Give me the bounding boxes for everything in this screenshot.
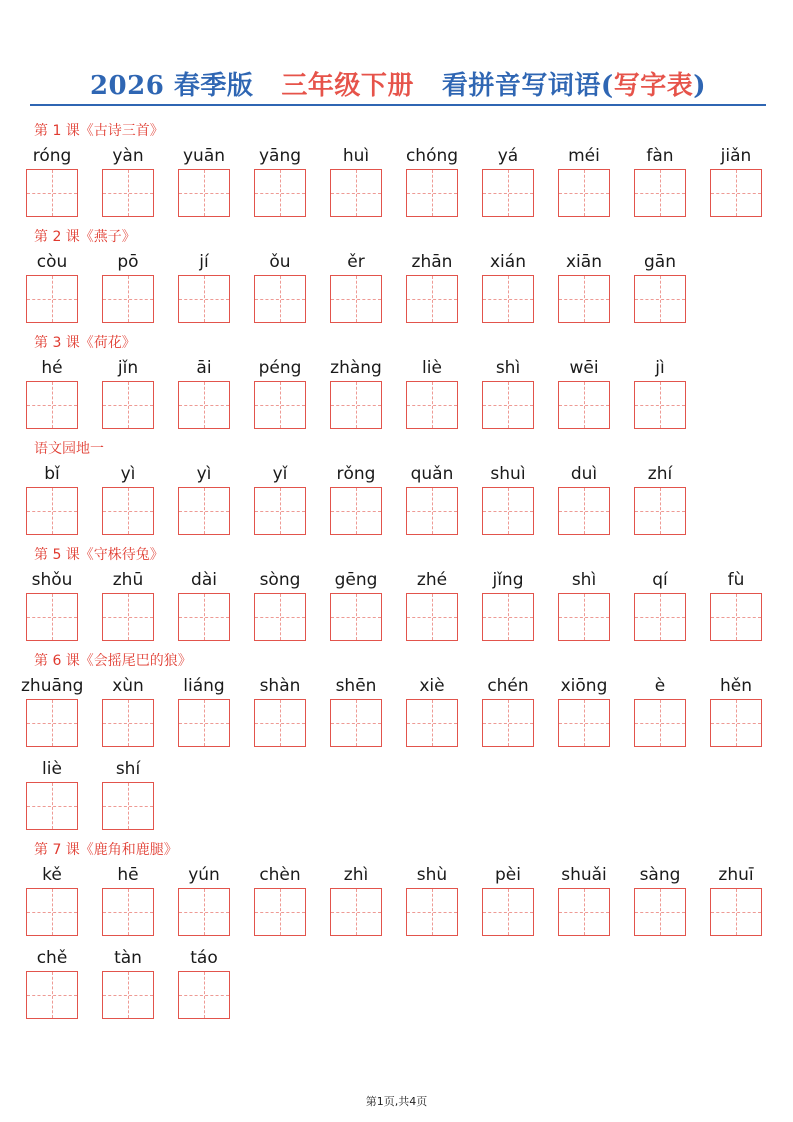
writing-grid-box[interactable] — [178, 971, 230, 1019]
pinyin-label: pō — [117, 252, 139, 272]
pinyin-row — [26, 461, 774, 535]
pinyin-label: dài — [191, 570, 217, 590]
pinyin-row — [26, 862, 774, 1019]
pinyin-cell — [254, 862, 306, 936]
writing-grid-box[interactable] — [710, 888, 762, 936]
pinyin-label: yāng — [258, 146, 302, 166]
pinyin-label: ǒu — [269, 252, 291, 272]
writing-grid-box[interactable] — [102, 381, 154, 429]
pinyin-label: shuì — [490, 464, 526, 484]
pinyin-cell — [102, 461, 154, 535]
pinyin-cell — [330, 249, 382, 323]
writing-grid-box[interactable] — [26, 782, 78, 830]
pinyin-cell — [406, 461, 458, 535]
pinyin-row — [26, 143, 774, 217]
pinyin-label: jǐn — [117, 358, 139, 378]
pinyin-cell — [482, 461, 534, 535]
pinyin-cell — [26, 143, 78, 217]
pinyin-label: hé — [41, 358, 63, 378]
pinyin-label: xiōng — [560, 676, 608, 696]
title-grade: 三年级下册 — [281, 71, 414, 101]
pinyin-label: ěr — [347, 252, 365, 272]
pinyin-cell — [254, 567, 306, 641]
pinyin-label: liáng — [183, 676, 225, 696]
writing-grid-box[interactable] — [330, 381, 382, 429]
worksheet-body — [21, 121, 774, 1029]
pinyin-cell — [26, 249, 78, 323]
pinyin-label: shì — [571, 570, 597, 590]
pinyin-cell — [330, 143, 382, 217]
pinyin-row — [26, 249, 774, 323]
writing-grid-box[interactable] — [634, 699, 686, 747]
writing-grid-box[interactable] — [102, 699, 154, 747]
pinyin-label: rǒng — [336, 464, 376, 484]
writing-grid-box[interactable] — [26, 169, 78, 217]
pinyin-cell — [26, 945, 78, 1019]
pinyin-cell — [178, 567, 230, 641]
writing-grid-box[interactable] — [254, 275, 306, 323]
pinyin-cell — [102, 756, 154, 830]
pinyin-row — [26, 355, 774, 429]
writing-grid-box[interactable] — [330, 275, 382, 323]
writing-grid-box[interactable] — [710, 699, 762, 747]
pinyin-cell — [26, 756, 78, 830]
writing-grid-box[interactable] — [482, 487, 534, 535]
lesson-title: 第 1 课《古诗三首》 — [34, 123, 164, 139]
writing-grid-box[interactable] — [178, 275, 230, 323]
pinyin-cell — [178, 945, 230, 1019]
pinyin-cell — [406, 143, 458, 217]
pinyin-cell — [178, 862, 230, 936]
writing-grid-box[interactable] — [558, 888, 610, 936]
writing-grid-box[interactable] — [482, 381, 534, 429]
pinyin-cell — [102, 249, 154, 323]
writing-grid-box[interactable] — [482, 699, 534, 747]
pinyin-cell — [482, 862, 534, 936]
pinyin-label: zhé — [416, 570, 448, 590]
pinyin-label: zhān — [411, 252, 453, 272]
lesson-title: 第 7 课《鹿角和鹿腿》 — [34, 842, 178, 858]
pinyin-cell — [178, 249, 230, 323]
pinyin-cell — [558, 673, 610, 747]
pinyin-cell — [178, 673, 230, 747]
writing-grid-box[interactable] — [26, 888, 78, 936]
pinyin-cell — [558, 461, 610, 535]
pinyin-label: shì — [495, 358, 521, 378]
pinyin-label: zhū — [112, 570, 144, 590]
writing-grid-box[interactable] — [634, 487, 686, 535]
writing-grid-box[interactable] — [102, 169, 154, 217]
title-edition: 2026 春季版 — [89, 71, 254, 101]
pinyin-cell — [558, 143, 610, 217]
lesson-title: 第 3 课《荷花》 — [34, 335, 136, 351]
writing-grid-box[interactable] — [406, 888, 458, 936]
pinyin-label: āi — [196, 358, 212, 378]
pinyin-label: péng — [258, 358, 302, 378]
pinyin-label: táo — [190, 948, 218, 968]
pinyin-cell — [102, 673, 154, 747]
pinyin-cell — [102, 567, 154, 641]
pinyin-label: zhuāng — [21, 676, 84, 696]
pinyin-label: fàn — [646, 146, 674, 166]
writing-grid-box[interactable] — [254, 487, 306, 535]
writing-grid-box[interactable] — [634, 381, 686, 429]
pinyin-label: xùn — [112, 676, 144, 696]
writing-grid-box[interactable] — [26, 971, 78, 1019]
lesson-title: 第 5 课《守株待兔》 — [34, 547, 164, 563]
writing-grid-box[interactable] — [330, 593, 382, 641]
pinyin-cell — [102, 355, 154, 429]
pinyin-cell — [482, 249, 534, 323]
pinyin-label: shuǎi — [561, 865, 607, 885]
pinyin-label: liè — [422, 358, 442, 378]
pinyin-cell — [634, 461, 686, 535]
pinyin-cell — [634, 673, 686, 747]
pinyin-cell — [26, 355, 78, 429]
lesson-title: 第 6 课《会摇尾巴的狼》 — [34, 653, 192, 669]
pinyin-label: yì — [196, 464, 212, 484]
pinyin-cell — [482, 673, 534, 747]
lesson-title: 第 2 课《燕子》 — [34, 229, 136, 245]
pinyin-cell — [26, 461, 78, 535]
pinyin-cell — [26, 862, 78, 936]
pinyin-label: gēng — [334, 570, 378, 590]
pinyin-label: tàn — [114, 948, 142, 968]
writing-grid-box[interactable] — [406, 381, 458, 429]
pinyin-cell — [406, 862, 458, 936]
writing-grid-box[interactable] — [26, 593, 78, 641]
pinyin-label: zhàng — [330, 358, 382, 378]
pinyin-cell — [406, 355, 458, 429]
pinyin-cell — [634, 249, 686, 323]
pinyin-label: chén — [487, 676, 529, 696]
pinyin-label: róng — [32, 146, 72, 166]
pinyin-label: qí — [652, 570, 668, 590]
writing-grid-box[interactable] — [558, 275, 610, 323]
pinyin-cell — [178, 461, 230, 535]
pinyin-label: zhí — [647, 464, 673, 484]
writing-grid-box[interactable] — [710, 593, 762, 641]
pinyin-cell — [710, 673, 762, 747]
pinyin-label: jǐng — [492, 570, 524, 590]
writing-grid-box[interactable] — [26, 699, 78, 747]
writing-grid-box[interactable] — [482, 169, 534, 217]
pinyin-label: yá — [497, 146, 519, 166]
writing-grid-box[interactable] — [634, 169, 686, 217]
pinyin-label: quǎn — [410, 464, 454, 484]
pinyin-label: è — [654, 676, 666, 696]
pinyin-cell — [330, 862, 382, 936]
writing-grid-box[interactable] — [178, 169, 230, 217]
page-title — [90, 65, 706, 104]
writing-grid-box[interactable] — [406, 487, 458, 535]
pinyin-cell — [102, 143, 154, 217]
pinyin-cell — [558, 862, 610, 936]
pinyin-label: huì — [342, 146, 370, 166]
pinyin-cell — [710, 862, 762, 936]
pinyin-cell — [558, 249, 610, 323]
writing-grid-box[interactable] — [254, 169, 306, 217]
pinyin-label: xiān — [566, 252, 602, 272]
writing-grid-box[interactable] — [330, 699, 382, 747]
writing-grid-box[interactable] — [558, 169, 610, 217]
pinyin-label: gān — [644, 252, 676, 272]
pinyin-cell — [634, 567, 686, 641]
writing-grid-box[interactable] — [482, 888, 534, 936]
pinyin-cell — [330, 461, 382, 535]
pinyin-label: yì — [120, 464, 136, 484]
pinyin-cell — [102, 862, 154, 936]
writing-grid-box[interactable] — [178, 487, 230, 535]
pinyin-cell — [178, 355, 230, 429]
pinyin-cell — [178, 143, 230, 217]
pinyin-label: shēn — [335, 676, 377, 696]
title-task: 看拼音写词语( — [441, 71, 614, 101]
writing-grid-box[interactable] — [482, 275, 534, 323]
pinyin-cell — [482, 355, 534, 429]
pinyin-label: hěn — [719, 676, 752, 696]
pinyin-label: duì — [570, 464, 598, 484]
writing-grid-box[interactable] — [26, 275, 78, 323]
writing-grid-box[interactable] — [558, 593, 610, 641]
writing-grid-box[interactable] — [634, 593, 686, 641]
page-header — [30, 62, 766, 106]
pinyin-cell — [406, 567, 458, 641]
pinyin-label: hē — [117, 865, 139, 885]
writing-grid-box[interactable] — [178, 888, 230, 936]
pinyin-label: chóng — [405, 146, 459, 166]
pinyin-cell — [482, 143, 534, 217]
writing-grid-box[interactable] — [406, 275, 458, 323]
lesson-title: 语文园地一 — [34, 441, 104, 457]
writing-grid-box[interactable] — [102, 593, 154, 641]
pinyin-row — [21, 673, 774, 830]
pinyin-cell — [254, 143, 306, 217]
writing-grid-box[interactable] — [254, 381, 306, 429]
writing-grid-box[interactable] — [406, 169, 458, 217]
pinyin-label: jí — [199, 252, 209, 272]
writing-grid-box[interactable] — [558, 487, 610, 535]
writing-grid-box[interactable] — [26, 381, 78, 429]
pinyin-cell — [254, 249, 306, 323]
pinyin-label: liè — [42, 759, 62, 779]
pinyin-cell — [406, 673, 458, 747]
pinyin-label: chě — [36, 948, 68, 968]
writing-grid-box[interactable] — [178, 593, 230, 641]
pinyin-cell — [254, 673, 306, 747]
writing-grid-box[interactable] — [254, 593, 306, 641]
pinyin-cell — [710, 143, 762, 217]
pinyin-label: méi — [568, 146, 600, 166]
writing-grid-box[interactable] — [102, 782, 154, 830]
writing-grid-box[interactable] — [102, 487, 154, 535]
writing-grid-box[interactable] — [26, 487, 78, 535]
pinyin-label: bǐ — [44, 464, 60, 484]
pinyin-label: shù — [416, 865, 448, 885]
pinyin-cell — [102, 945, 154, 1019]
writing-grid-box[interactable] — [634, 888, 686, 936]
pinyin-cell — [634, 862, 686, 936]
pinyin-label: shàn — [259, 676, 301, 696]
pinyin-cell — [558, 567, 610, 641]
writing-grid-box[interactable] — [558, 699, 610, 747]
title-close-paren: ) — [693, 71, 707, 101]
pinyin-cell — [26, 567, 78, 641]
writing-grid-box[interactable] — [102, 275, 154, 323]
writing-grid-box[interactable] — [102, 971, 154, 1019]
pinyin-label: yuān — [182, 146, 226, 166]
pinyin-cell — [406, 249, 458, 323]
pinyin-label: jiǎn — [720, 146, 752, 166]
writing-grid-box[interactable] — [178, 381, 230, 429]
pinyin-cell — [330, 673, 382, 747]
pinyin-label: fù — [727, 570, 745, 590]
pinyin-cell — [254, 461, 306, 535]
pinyin-label: jì — [655, 358, 665, 378]
writing-grid-box[interactable] — [634, 275, 686, 323]
writing-grid-box[interactable] — [330, 888, 382, 936]
pinyin-label: chèn — [259, 865, 301, 885]
writing-grid-box[interactable] — [406, 699, 458, 747]
pinyin-cell — [21, 673, 84, 747]
writing-grid-box[interactable] — [254, 699, 306, 747]
pinyin-label: zhuī — [718, 865, 754, 885]
pinyin-label: xiè — [419, 676, 445, 696]
writing-grid-box[interactable] — [254, 888, 306, 936]
title-subject: 写字表 — [613, 71, 694, 101]
pinyin-label: yàn — [112, 146, 144, 166]
pinyin-label: xián — [490, 252, 526, 272]
pinyin-cell — [330, 567, 382, 641]
writing-grid-box[interactable] — [406, 593, 458, 641]
writing-grid-box[interactable] — [102, 888, 154, 936]
pinyin-label: pèi — [495, 865, 521, 885]
writing-grid-box[interactable] — [178, 699, 230, 747]
pinyin-cell — [330, 355, 382, 429]
pinyin-row — [26, 567, 774, 641]
pinyin-cell — [254, 355, 306, 429]
pinyin-label: wēi — [569, 358, 599, 378]
writing-grid-box[interactable] — [482, 593, 534, 641]
pinyin-label: kě — [42, 865, 62, 885]
pinyin-label: sòng — [259, 570, 301, 590]
pinyin-label: còu — [36, 252, 68, 272]
writing-grid-box[interactable] — [710, 169, 762, 217]
page-number: 第1页,共4页 — [365, 1095, 428, 1108]
pinyin-cell — [482, 567, 534, 641]
pinyin-label: sàng — [639, 865, 681, 885]
pinyin-cell — [634, 143, 686, 217]
writing-grid-box[interactable] — [558, 381, 610, 429]
pinyin-label: yún — [188, 865, 220, 885]
pinyin-label: yǐ — [272, 464, 288, 484]
pinyin-label: shí — [115, 759, 141, 779]
pinyin-cell — [710, 567, 762, 641]
writing-grid-box[interactable] — [330, 169, 382, 217]
pinyin-cell — [634, 355, 686, 429]
pinyin-label: shǒu — [31, 570, 73, 590]
writing-grid-box[interactable] — [330, 487, 382, 535]
pinyin-label: zhì — [343, 865, 369, 885]
pinyin-cell — [558, 355, 610, 429]
